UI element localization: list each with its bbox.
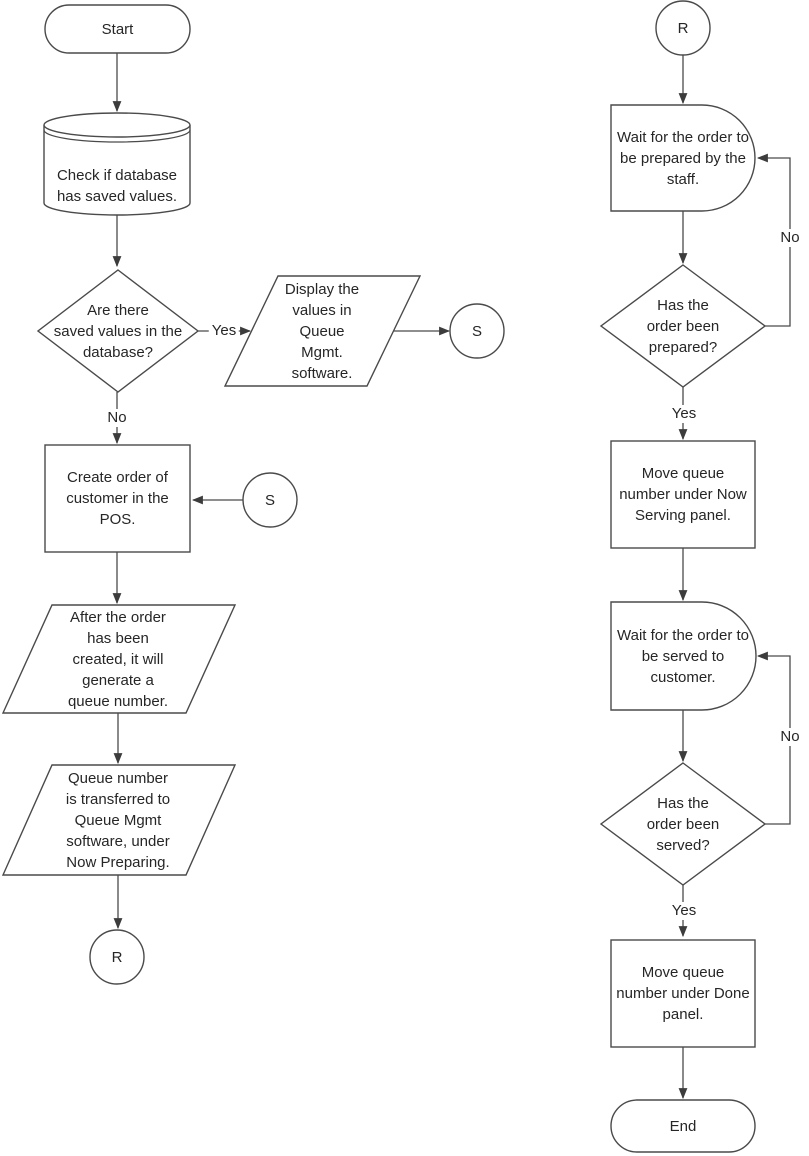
decision-order-prepared-label: Has the order been prepared? — [646, 296, 720, 356]
process-create-order-shape — [45, 445, 190, 552]
edge-label-no-prepared: No — [777, 229, 802, 247]
decision-saved-values-shape — [38, 270, 198, 392]
end-terminator-shape — [611, 1100, 755, 1152]
delay-wait-served-label: Wait for the order to be served to customer. — [617, 626, 749, 686]
io-generate-queue-label: After the order has been created, it will generate a queue number. — [67, 608, 169, 710]
edge-label-yes-prepared: Yes — [669, 405, 699, 423]
io-display-values-label: Display the values in Queue Mgmt. software. — [284, 280, 360, 382]
start-terminator-label: Start — [101, 20, 134, 38]
connector-s-in-label: S — [264, 491, 275, 509]
io-transfer-queue-shape — [3, 765, 235, 875]
io-generate-queue-shape — [3, 605, 235, 713]
edge-label-no-saved: No — [104, 409, 129, 427]
connector-s-out-label: S — [471, 322, 482, 340]
decision-saved-values-label: Are there saved values in the database? — [53, 301, 183, 361]
database-label: Check if database has saved values. — [56, 167, 178, 205]
connector-r-in-label: R — [677, 19, 689, 37]
delay-wait-prepared-shape — [611, 105, 755, 211]
database-cylinder-top — [44, 113, 190, 137]
process-move-done-shape — [611, 940, 755, 1047]
decision-order-served-shape — [601, 763, 765, 885]
edge-label-yes-served: Yes — [669, 902, 699, 920]
connector-r-out-label: R — [111, 948, 123, 966]
decision-order-prepared-shape — [601, 265, 765, 387]
delay-wait-served-shape — [611, 602, 756, 710]
edge-label-yes-saved: Yes — [209, 322, 239, 340]
process-move-done-label: Move queue number under Done panel. — [616, 964, 750, 1023]
connector-r-in-shape — [656, 1, 710, 55]
io-transfer-queue-label: Queue number is transferred to Queue Mgmt software, under Now Preparing. — [65, 769, 171, 871]
end-terminator-label: End — [669, 1117, 697, 1135]
start-terminator-shape — [45, 5, 190, 53]
edge-label-no-served: No — [777, 728, 802, 746]
connector-s-in-shape — [243, 473, 297, 527]
connector-s-out-shape — [450, 304, 504, 358]
process-move-now-serving-label: Move queue number under Now Serving panel. — [619, 465, 747, 524]
process-move-now-serving-shape — [611, 441, 755, 548]
process-create-order-label: Create order of customer in the POS. — [66, 469, 169, 528]
io-display-values-shape — [225, 276, 420, 386]
connector-r-out-shape — [90, 930, 144, 984]
decision-order-served-label: Has the order been served? — [646, 794, 720, 854]
delay-wait-prepared-label: Wait for the order to be prepared by the staff. — [617, 128, 749, 188]
